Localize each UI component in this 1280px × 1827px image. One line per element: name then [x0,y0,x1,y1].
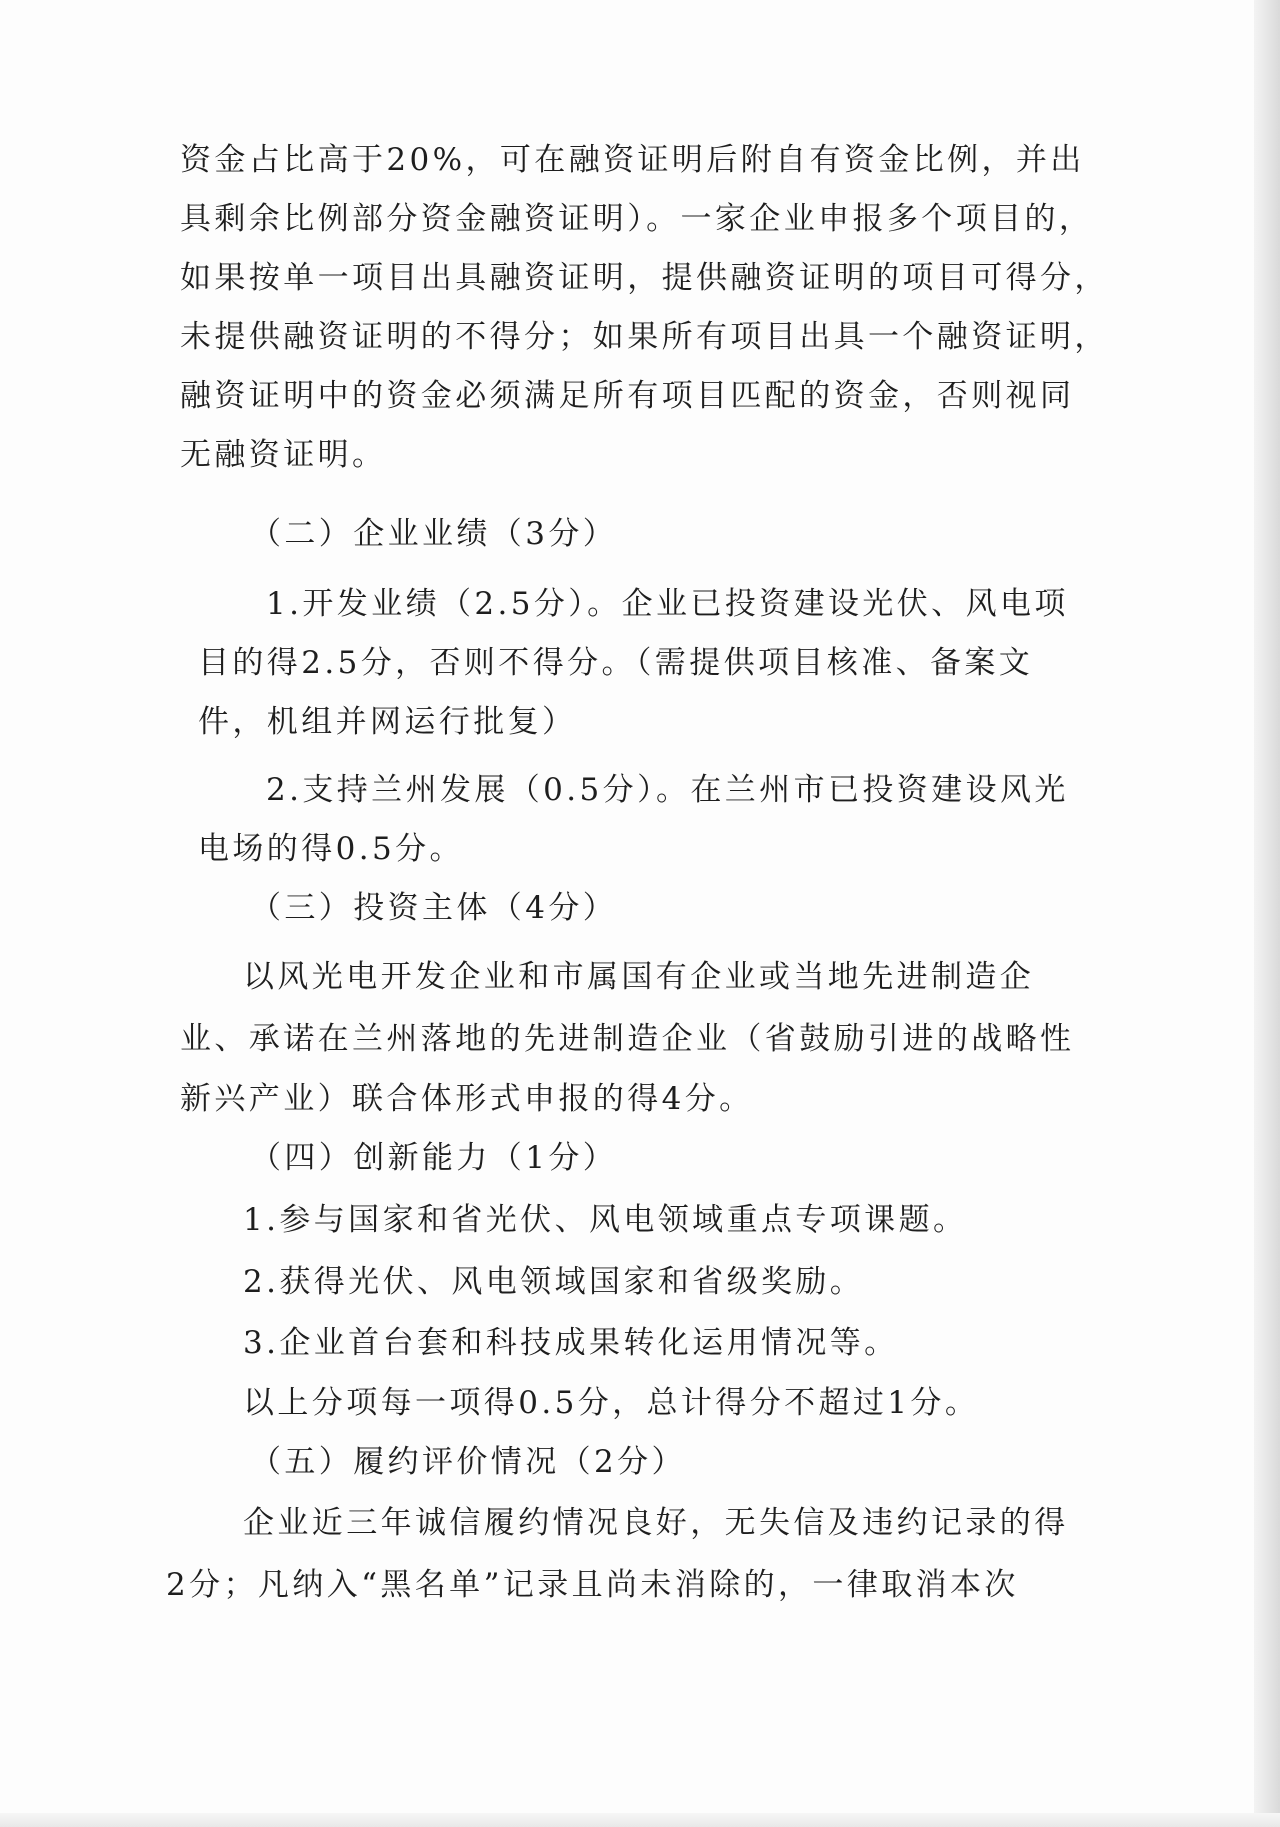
scan-bottom-edge [0,1813,1280,1827]
list-item: 3.企业首台套和科技成果转化运用情况等。 [243,1325,899,1361]
paragraph-line: 企业近三年诚信履约情况良好，无失信及违约记录的得 [243,1505,1069,1541]
paragraph-line: 具剩余比例部分资金融资证明）。一家企业申报多个项目的， [180,201,1094,237]
paragraph-line: 目的得2.5分，否则不得分。（需提供项目核准、备案文 [198,645,1034,681]
paragraph-line: 件，机组并网运行批复） [198,704,577,740]
paragraph-line: 融资证明中的资金必须满足所有项目匹配的资金，否则视同 [180,378,1075,414]
paragraph-line: 2.支持兰州发展（0.5分）。在兰州市已投资建设风光 [266,772,1069,808]
paragraph-line: 以风光电开发企业和市属国有企业或当地先进制造企 [243,959,1035,995]
paragraph-line: 以上分项每一项得0.5分，总计得分不超过1分。 [243,1385,980,1421]
paragraph-line: 1.开发业绩（2.5分）。企业已投资建设光伏、风电项 [266,586,1069,622]
paragraph-line: 业、承诺在兰州落地的先进制造企业（省鼓励引进的战略性 [180,1021,1075,1057]
paragraph-line: 未提供融资证明的不得分；如果所有项目出具一个融资证明， [180,319,1109,355]
paragraph-line: 资金占比高于20%，可在融资证明后附自有资金比例，并出 [180,142,1085,178]
section-heading: （四）创新能力（1分） [250,1140,618,1176]
section-heading: （三）投资主体（4分） [250,890,618,926]
paragraph-line: 电场的得0.5分。 [198,831,464,867]
scan-edge-shadow [1254,0,1280,1827]
section-heading: （五）履约评价情况（2分） [250,1444,686,1480]
paragraph-line: 无融资证明。 [180,437,387,473]
list-item: 2.获得光伏、风电领域国家和省级奖励。 [243,1264,865,1300]
paragraph-line: 2分；凡纳入“黑名单”记录且尚未消除的，一律取消本次 [166,1567,1019,1603]
section-heading: （二）企业业绩（3分） [250,516,618,552]
paragraph-line: 如果按单一项目出具融资证明，提供融资证明的项目可得分， [180,260,1109,296]
paragraph-line: 新兴产业）联合体形式申报的得4分。 [180,1081,754,1117]
list-item: 1.参与国家和省光伏、风电领域重点专项课题。 [243,1202,968,1238]
